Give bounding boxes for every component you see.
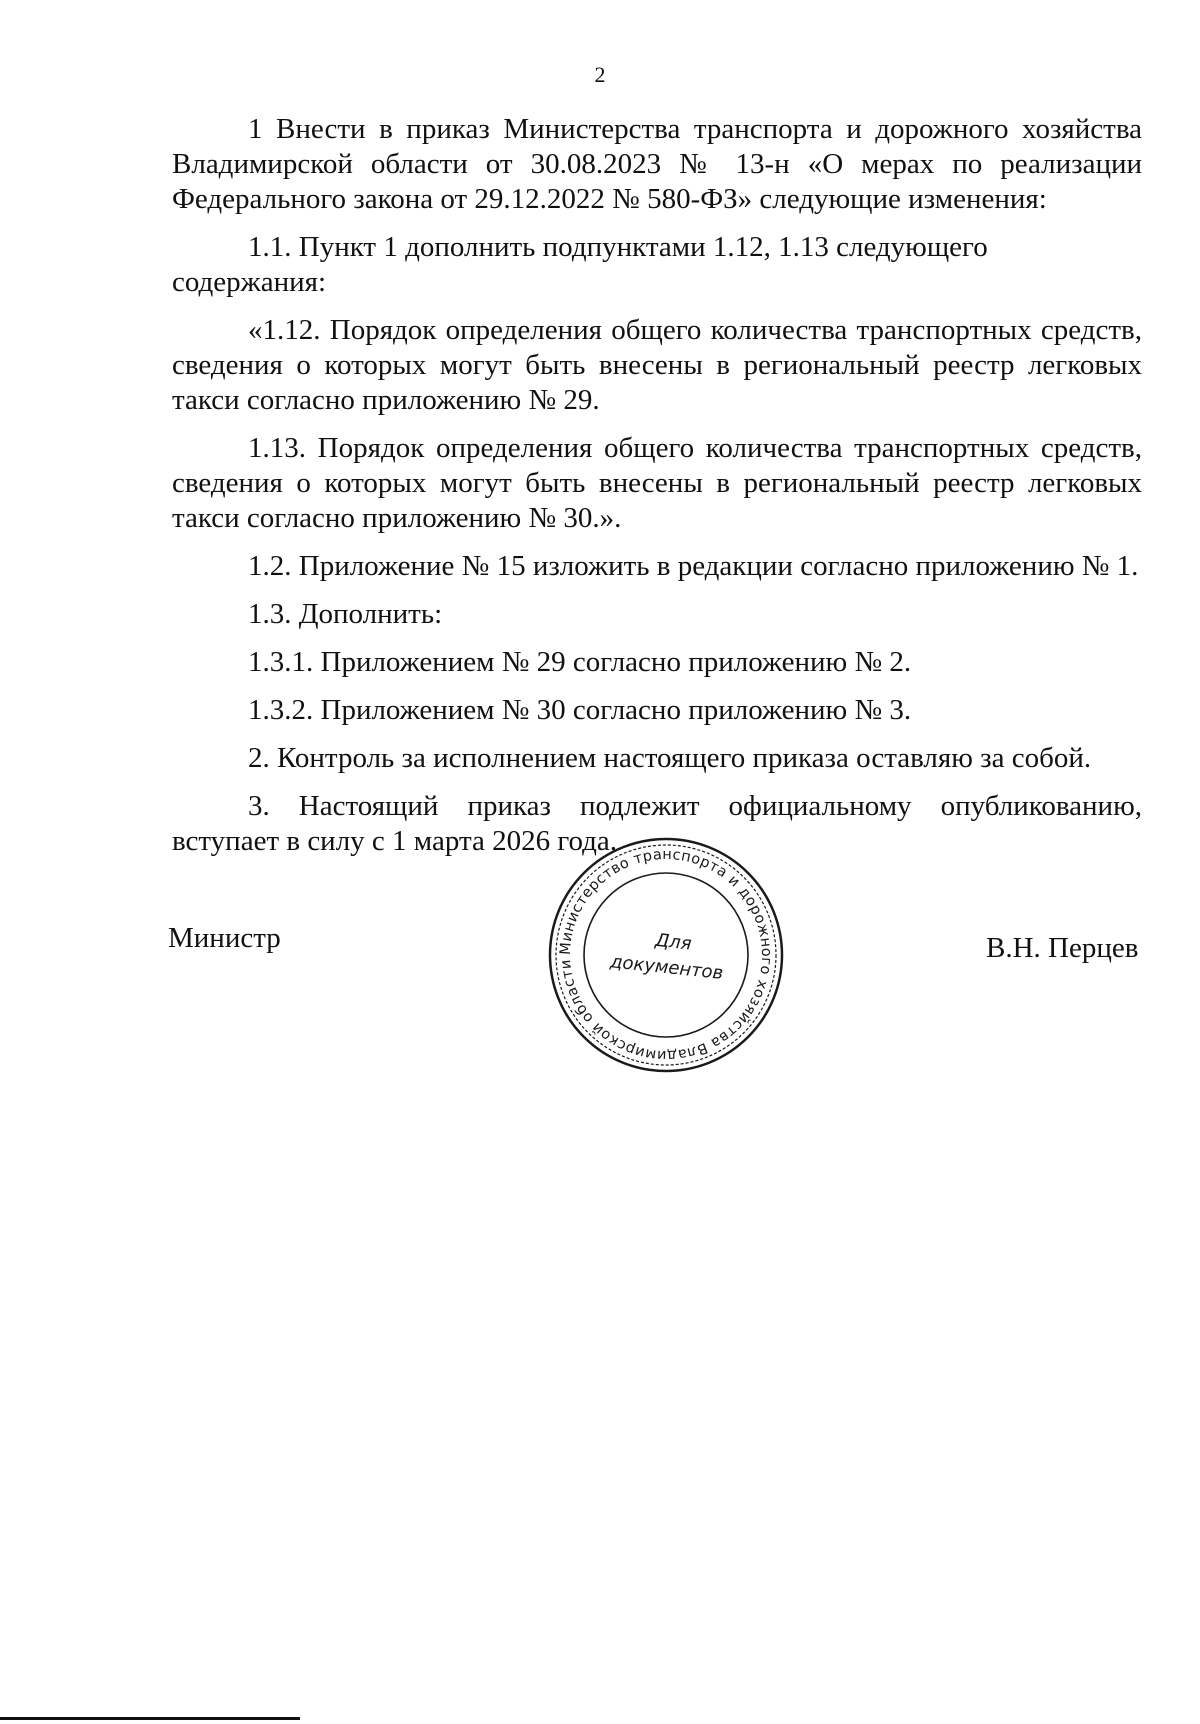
- page-number: 2: [594, 62, 606, 87]
- stamp-middle-ring: [556, 845, 776, 1065]
- signature-role: Министр: [168, 922, 281, 954]
- paragraph-1: 1 Внести в приказ Министерства транспорта и дорожного хозяйства Владимирской области от 30.08.2023 № 13-н «О мерах по реализации Федерального закона от 29.12.2022 № 580-ФЗ» следующие изменения:: [172, 113, 1142, 215]
- paragraph-1-3-2: 1.3.2. Приложением № 30 согласно приложению № 3.: [248, 694, 912, 726]
- stamp-center-line-2: документов: [609, 951, 725, 985]
- paragraph-3: 3. Настоящий приказ подлежит официальному опубликованию, вступает в силу с 1 марта 2026 года.: [172, 790, 1142, 857]
- order-body: [172, 112, 1142, 872]
- paragraph-1-1: 1.1. Пункт 1 дополнить подпунктами 1.12, 1.13 следующего содержания:: [172, 231, 988, 298]
- stamp-ring-textpath: Министерство транспорта и дорожного хозяйства Владимирской области: [557, 846, 775, 1064]
- stamp-inner-ring: [584, 873, 748, 1037]
- paragraph-1-13: 1.13. Порядок определения общего количества транспортных средств, сведения о которых могут быть внесены в региональный реестр легковых такси согласно приложению № 30.».: [172, 432, 1142, 534]
- stamp-center-line-1: Для: [654, 929, 693, 955]
- paragraph-1-3: 1.3. Дополнить:: [248, 598, 443, 630]
- paragraph-1-12: «1.12. Порядок определения общего количества транспортных средств, сведения о которых могут быть внесены в региональный реестр легковых такси согласно приложению № 29.: [172, 314, 1142, 416]
- official-stamp: [546, 835, 786, 1075]
- paragraph-1-3-1: 1.3.1. Приложением № 29 согласно приложению № 2.: [248, 646, 912, 678]
- paragraph-2: 2. Контроль за исполнением настоящего приказа оставляю за собой.: [248, 742, 1092, 774]
- paragraph-1-2: 1.2. Приложение № 15 изложить в редакции согласно приложению № 1.: [248, 550, 1139, 582]
- stamp-ring-text: [558, 847, 774, 1063]
- signature-name: В.Н. Перцев: [986, 932, 1139, 964]
- bottom-rule: [0, 1717, 300, 1720]
